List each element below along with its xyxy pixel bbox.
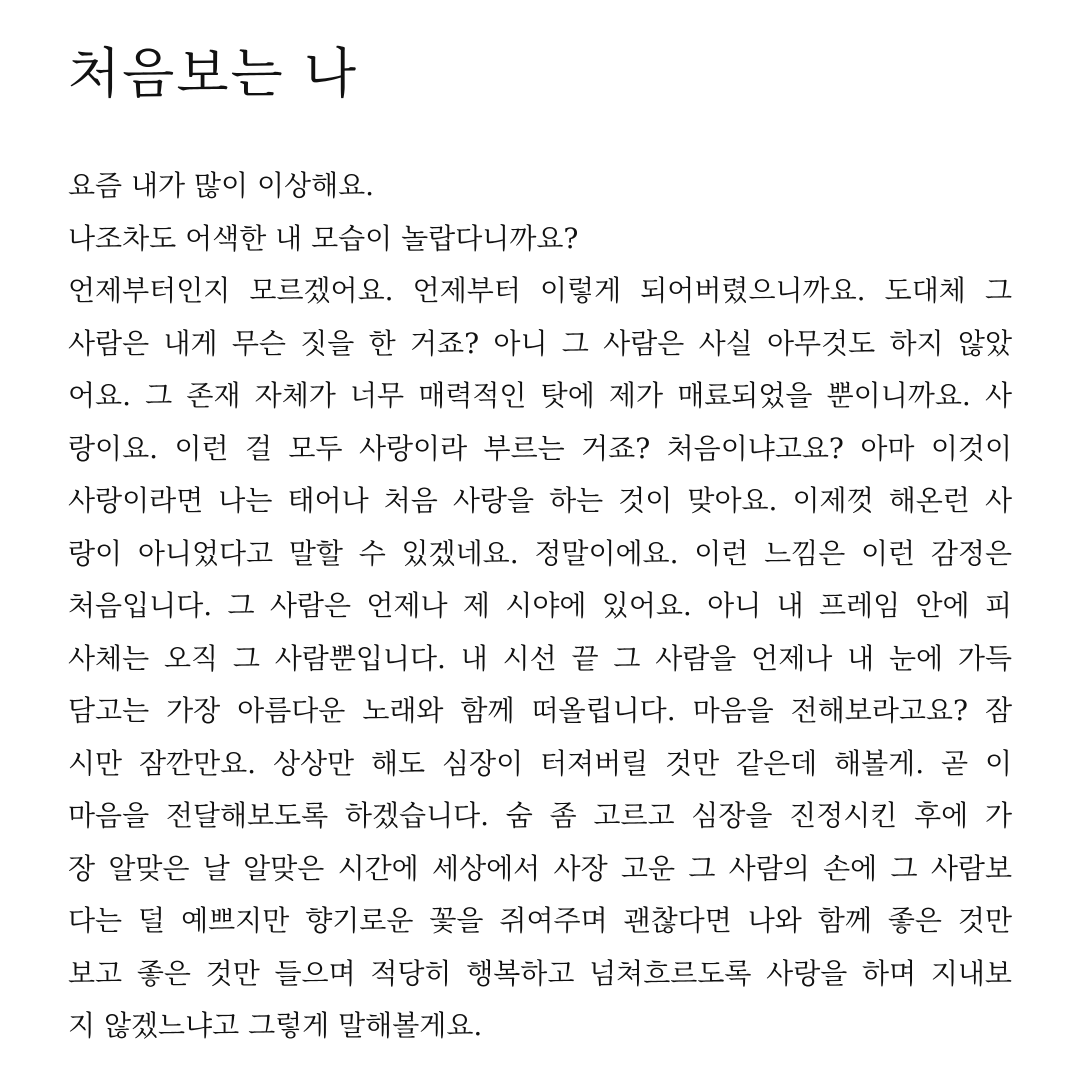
text-line: 마음을 전달해보도록 하겠습니다. 숨 좀 고르고 심장을 진정시킨 후에 가 xyxy=(68,799,1012,832)
text-line: 보고 좋은 것만 들으며 적당히 행복하고 넘쳐흐르도록 사랑을 하며 지내보 xyxy=(68,956,1012,990)
text-line: 랑이요. 이런 걸 모두 사랑이라 부르는 거죠? 처음이냐고요? 아마 이것이 xyxy=(68,431,1012,465)
body-text xyxy=(68,160,1012,1053)
text-line: 요즘 내가 많이 이상해요. xyxy=(68,169,375,202)
text-line: 사람은 내게 무슨 짓을 한 거죠? 아니 그 사람은 사실 아무것도 하지 않았 xyxy=(68,326,1012,360)
text-line: 장 알맞은 날 알맞은 시간에 세상에서 사장 고운 그 사람의 손에 그 사람보 xyxy=(68,851,1012,885)
text-line: 언제부터인지 모르겠어요. 언제부터 이렇게 되어버렸으니까요. 도대체 그 xyxy=(68,274,1012,307)
document-page xyxy=(68,38,1012,1053)
text-line: 랑이 아니었다고 말할 수 있겠네요. 정말이에요. 이런 느낌은 이런 감정은 xyxy=(68,536,1012,570)
page-title: 처음보는 나 xyxy=(68,42,358,105)
text-line: 다는 덜 예쁘지만 향기로운 꽃을 쥐여주며 괜찮다면 나와 함께 좋은 것만 xyxy=(68,904,1012,937)
text-line: 담고는 가장 아름다운 노래와 함께 떠올립니다. 마음을 전해보라고요? 잠 xyxy=(68,694,1012,727)
text-line: 나조차도 어색한 내 모습이 놀랍다니까요? xyxy=(68,221,579,255)
text-line: 사체는 오직 그 사람뿐입니다. 내 시선 끝 그 사람을 언제나 내 눈에 가득 xyxy=(68,641,1012,675)
text-line: 시만 잠깐만요. 상상만 해도 심장이 터져버릴 것만 같은데 해볼게. 곧 이 xyxy=(68,746,1012,780)
text-line: 처음입니다. 그 사람은 언제나 제 시야에 있어요. 아니 내 프레임 안에 피 xyxy=(68,589,1012,622)
text-line: 지 않겠느냐고 그렇게 말해볼게요. xyxy=(68,1009,483,1042)
text-line: 어요. 그 존재 자체가 너무 매력적인 탓에 제가 매료되었을 뿐이니까요. 사 xyxy=(68,379,1012,412)
text-line: 사랑이라면 나는 태어나 처음 사랑을 하는 것이 맞아요. 이제껏 해온런 사 xyxy=(68,484,1012,517)
